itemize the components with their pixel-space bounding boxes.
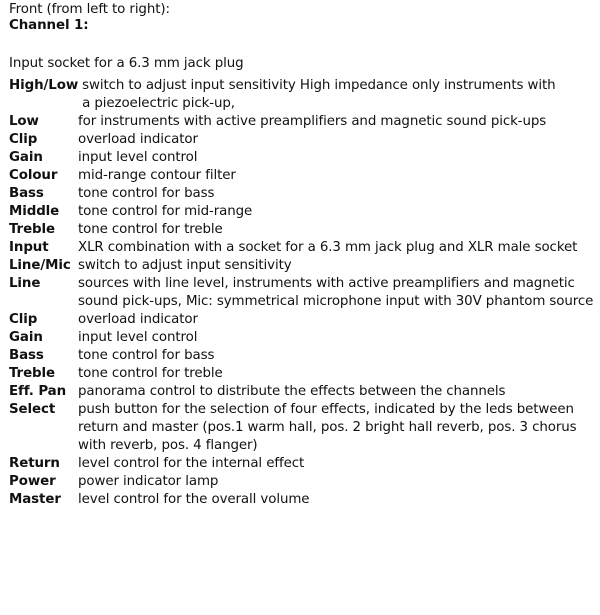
definition-description: input level control — [78, 330, 198, 345]
definition-term: Low — [9, 114, 39, 129]
definition-term: Input — [9, 240, 49, 255]
definition-description: tone control for treble — [78, 366, 223, 381]
definition-row — [9, 257, 594, 275]
definition-row — [9, 365, 594, 383]
definition-row — [9, 203, 594, 221]
definition-description: overload indicator — [78, 132, 198, 147]
definition-description: power indicator lamp — [78, 474, 219, 489]
definition-description: input level control — [78, 150, 198, 165]
definition-description: XLR combination with a socket for a 6.3 mm jack plug and XLR male socket — [78, 240, 578, 255]
definition-term: Line/Mic — [9, 258, 71, 273]
input-socket-text: Input socket for a 6.3 mm jack plug — [9, 56, 244, 71]
definition-term: Eff. Pan — [9, 384, 67, 399]
definition-description: for instruments with active preamplifiers and magnetic sound pick-ups — [78, 114, 547, 129]
definition-description: overload indicator — [78, 312, 198, 327]
definition-row — [9, 167, 594, 185]
definition-description: mid-range contour filter — [78, 168, 236, 183]
definition-term: Clip — [9, 312, 38, 327]
definition-term: Line — [9, 276, 41, 291]
definition-description: level control for the internal effect — [78, 456, 305, 471]
definition-description: switch to adjust input sensitivity — [78, 258, 292, 273]
definition-description — [82, 77, 594, 113]
definition-row — [9, 455, 594, 473]
definition-row — [9, 491, 594, 509]
definition-row — [9, 383, 594, 401]
definition-description: tone control for treble — [78, 222, 223, 237]
section-intro-heading: Front (from left to right): — [9, 2, 170, 17]
definition-description: push button for the selection of four effects, indicated by the leds between return and master (pos.1 warm hall, pos. 2 bright hall reverb, pos. 3 chorus with reverb, pos. 4 flanger) — [78, 402, 577, 453]
definition-description-line: a piezoelectric pick-up, — [82, 96, 235, 111]
definition-term: Middle — [9, 204, 60, 219]
definition-term: Treble — [9, 222, 56, 237]
definition-term: Bass — [9, 348, 44, 363]
definition-description: tone control for bass — [78, 348, 215, 363]
definition-term: Gain — [9, 330, 43, 345]
definition-term: Gain — [9, 150, 43, 165]
definition-row — [9, 77, 594, 113]
definition-description: level control for the overall volume — [78, 492, 310, 507]
document-page — [9, 2, 594, 509]
control-definition-list — [9, 77, 594, 509]
definition-term: Colour — [9, 168, 58, 183]
definition-row — [9, 329, 594, 347]
definition-term: Bass — [9, 186, 44, 201]
definition-row — [9, 221, 594, 239]
definition-description: panorama control to distribute the effects between the channels — [78, 384, 506, 399]
definition-row — [9, 473, 594, 491]
channel-heading: Channel 1: — [9, 18, 89, 33]
definition-row — [9, 131, 594, 149]
definition-description: sources with line level, instruments with active preamplifiers and magnetic sound pick-ups, Mic: symmetrical microphone input with 30V phantom source — [78, 276, 594, 309]
definition-term: Power — [9, 474, 56, 489]
definition-row — [9, 113, 594, 131]
definition-term: Master — [9, 492, 61, 507]
definition-term: Clip — [9, 132, 38, 147]
definition-term: Treble — [9, 366, 56, 381]
definition-description-line: switch to adjust input sensitivity High impedance only instruments with — [82, 78, 556, 93]
definition-term: Return — [9, 456, 60, 471]
definition-row — [9, 275, 594, 311]
definition-row — [9, 347, 594, 365]
definition-term: High/Low — [9, 78, 79, 93]
definition-description: tone control for bass — [78, 186, 215, 201]
definition-row — [9, 311, 594, 329]
definition-row — [9, 401, 594, 455]
definition-row — [9, 185, 594, 203]
definition-row — [9, 149, 594, 167]
definition-term: Select — [9, 402, 56, 417]
definition-row — [9, 239, 594, 257]
definition-description: tone control for mid-range — [78, 204, 253, 219]
